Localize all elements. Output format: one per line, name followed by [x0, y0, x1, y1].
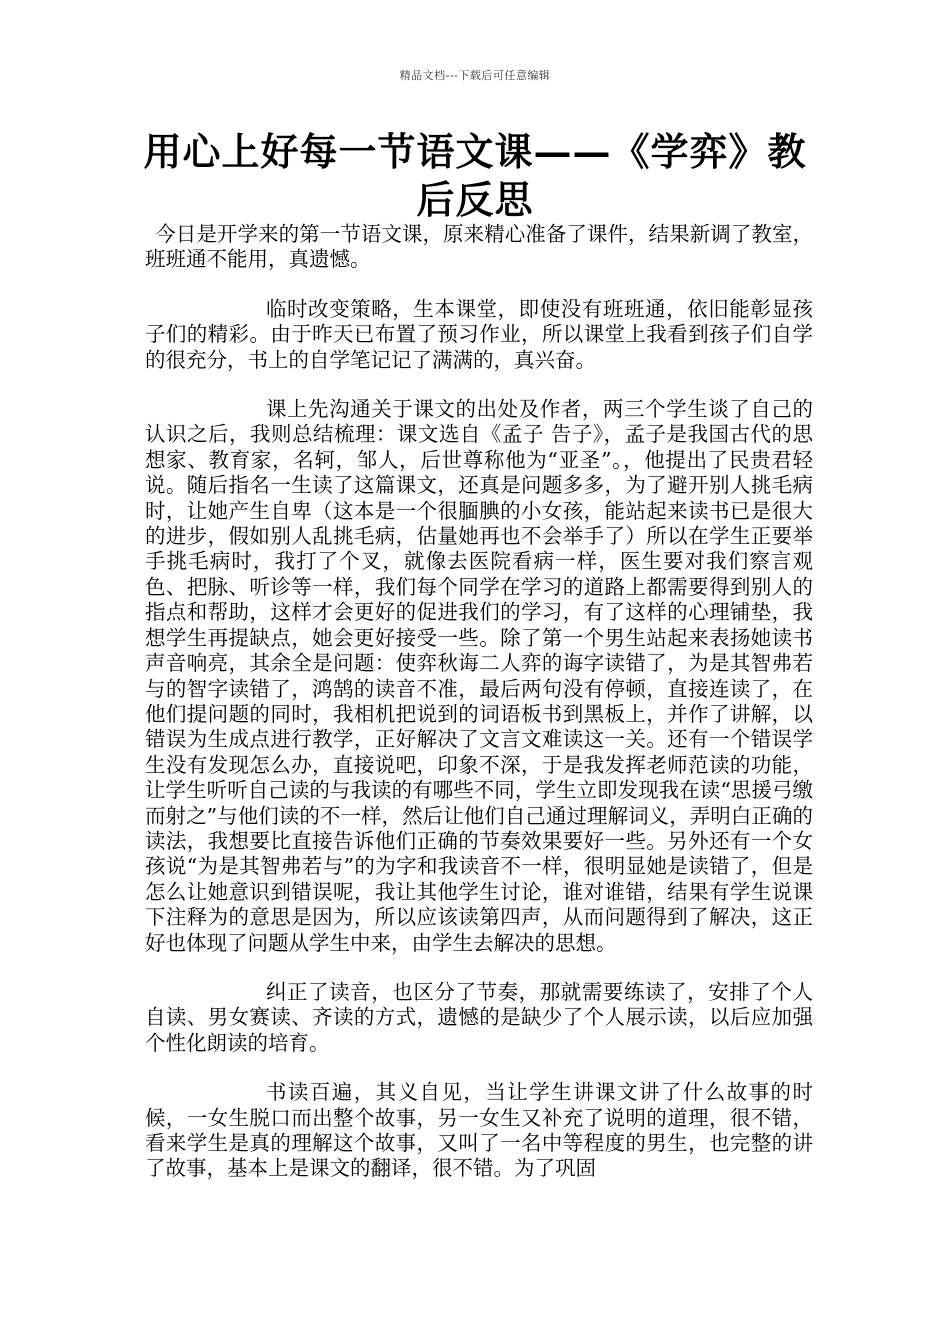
document-title: 用心上好每一节语文课——《学弈》教后反思	[143, 129, 807, 222]
paragraph-lesson-process: 课上先沟通关于课文的出处及作者，两三个学生谈了自己的认识之后，我则总结梳理：课文选自《孟子 告子》，孟子是我国古代的思想家、教育家，名轲，邹人，后世尊称他为“亚圣”。，他提出了民贵君轻说。随后指名一生读了这篇课文，还真是问题多多，为了避开别人挑毛病时，让她产生自卑（这本是一个很腼腆的小女孩，能站起来读书已是很大的进步，假如别人乱挑毛病，估量她再也不会举手了）所以在学生正要举手挑毛病时，我打了个叉，就像去医院看病一样，医生要对我们察言观色、把脉、听诊等一样，我们每个同学在学习的道路上都需要得到别人的指点和帮助，这样才会更好的促进我们的学习，有了这样的心理铺垫，我想学生再提缺点，她会更好接受一些。除了第一个男生站起来表扬她读书声音响亮，其余全是问题：使弈秋诲二人弈的诲字读错了，为是其智弗若与的智字读错了，鸿鹄的读音不准，最后两句没有停顿，直接连读了，在他们提问题的同时，我相机把说到的词语板书到黑板上，并作了讲解，以错误为生成点进行教学，正好解决了文言文难读这一关。还有一个错误学生没有发现怎么办，直接说吧，印象不深，于是我发挥老师范读的功能，让学生听听自己读的与我读的有哪些不同，学生立即发现我在读“思援弓缴而射之”与他们读的不一样，然后让他们自己通过理解词义，弄明白正确的读法，我想要比直接告诉他们正确的节奏效果要好一些。另外还有一个女孩说“为是其智弗若与”的为字和我读音不一样，很明显她是读错了，但是怎么让她意识到错误呢，我让其他学生讨论，谁对谁错，结果有学生说课下注释为的意思是因为，所以应该读第四声，从而问题得到了解决，这正好也体现了问题从学生中来，由学生去解决的思想。	[145, 397, 813, 955]
paragraph-reading-practice: 纠正了读音，也区分了节奏，那就需要练读了，安排了个人自读、男女赛读、齐读的方式，遗憾的是缺少了个人展示读，以后应加强个性化朗读的培育。	[145, 979, 813, 1055]
header-note: 精品文档---下载后可任意编辑	[399, 69, 551, 82]
paragraph-strategy: 临时改变策略，生本课堂，即使没有班班通，依旧能彰显孩子们的精彩。由于昨天已布置了预习作业，所以课堂上我看到孩子们自学的很充分，书上的自学笔记记了满满的，真兴奋。	[145, 296, 813, 372]
paragraph-story-retelling: 书读百遍，其义自见，当让学生讲课文讲了什么故事的时候，一女生脱口而出整个故事，另一女生又补充了说明的道理，很不错，看来学生是真的理解这个故事，又叫了一名中等程度的男生，也完整的讲了故事，基本上是课文的翻译，很不错。为了巩固	[145, 1080, 813, 1181]
paragraph-intro: 今日是开学来的第一节语文课，原来精心准备了课件，结果新调了教室，班班通不能用，真遗憾。	[145, 222, 813, 272]
document-body	[145, 222, 813, 1206]
